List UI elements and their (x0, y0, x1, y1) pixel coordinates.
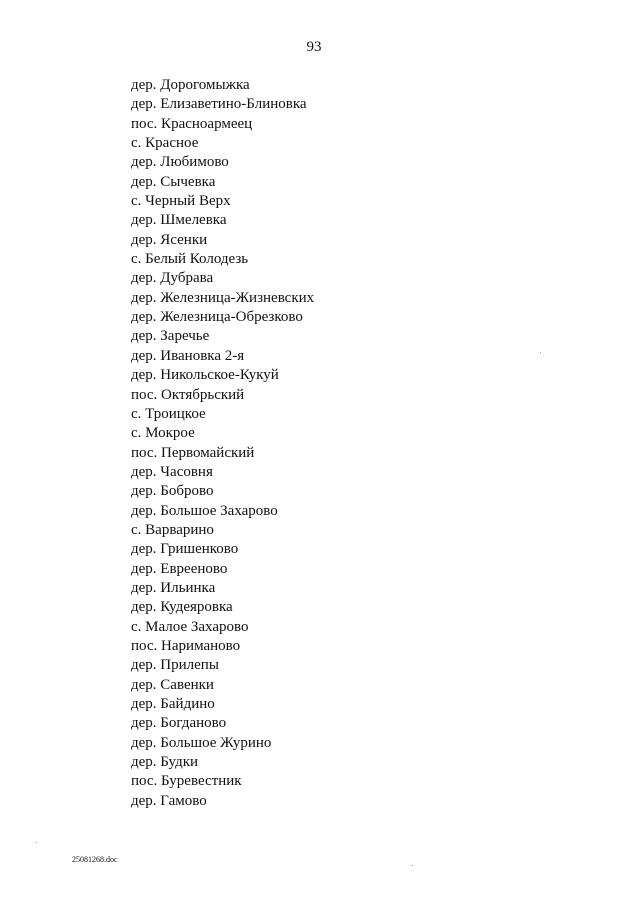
list-item: пос. Буревестник (131, 773, 242, 790)
list-item: с. Красное (131, 135, 199, 152)
list-item: дер. Кудеяровка (131, 599, 233, 616)
list-item: с. Черный Верх (131, 193, 231, 210)
list-item: дер. Будки (131, 754, 199, 771)
list-item: пос. Первомайский (131, 444, 255, 461)
list-item: дер. Дубрава (131, 270, 214, 287)
list-item: дер. Гамово (131, 792, 207, 809)
scan-speck (540, 352, 541, 353)
list-item: дер. Богданово (131, 715, 227, 732)
list-item: дер. Еврееново (131, 560, 228, 577)
scan-speck (412, 865, 413, 866)
list-item: дер. Большое Захарово (131, 502, 278, 519)
footer-filename: 25081268.doc (72, 855, 118, 864)
list-item: дер. Заречье (131, 328, 210, 345)
list-item: дер. Шмелевка (131, 212, 227, 229)
list-item: с. Малое Захарово (131, 618, 249, 635)
list-item: дер. Байдино (131, 696, 215, 712)
list-item: пос. Красноармеец (131, 115, 253, 132)
list-item: дер. Часовня (131, 463, 213, 480)
list-item: дер. Гришенково (131, 541, 239, 558)
list-item: дер. Савенки (131, 676, 214, 693)
list-item: дер. Боброво (131, 483, 214, 500)
list-item: дер. Прилепы (131, 657, 219, 674)
list-item: дер. Дорогомыжка (131, 77, 250, 93)
list-item: дер. Большое Журино (131, 734, 272, 751)
settlement-list (131, 76, 314, 811)
list-item: дер. Железница-Жизневских (131, 289, 315, 306)
list-item: дер. Ильинка (131, 579, 216, 596)
list-item: с. Троицкое (131, 405, 206, 422)
list-item: дер. Елизаветино-Блиновка (131, 96, 307, 113)
list-item: дер. Железница-Обрезково (131, 309, 303, 326)
list-item: дер. Ивановка 2-я (131, 347, 245, 364)
list-item: дер. Любимово (131, 154, 229, 171)
list-item: с. Варварино (131, 521, 214, 538)
list-item: дер. Сычевка (131, 173, 216, 190)
list-item: дер. Ясенки (131, 231, 208, 248)
scan-speck (36, 842, 37, 843)
list-item: пос. Нариманово (131, 637, 241, 654)
list-item: пос. Октябрьский (131, 386, 245, 403)
list-item: с. Мокрое (131, 425, 195, 442)
page-number: 93 (306, 39, 322, 55)
list-item: с. Белый Колодезь (131, 251, 249, 268)
list-item: дер. Никольское-Кукуй (131, 367, 279, 384)
